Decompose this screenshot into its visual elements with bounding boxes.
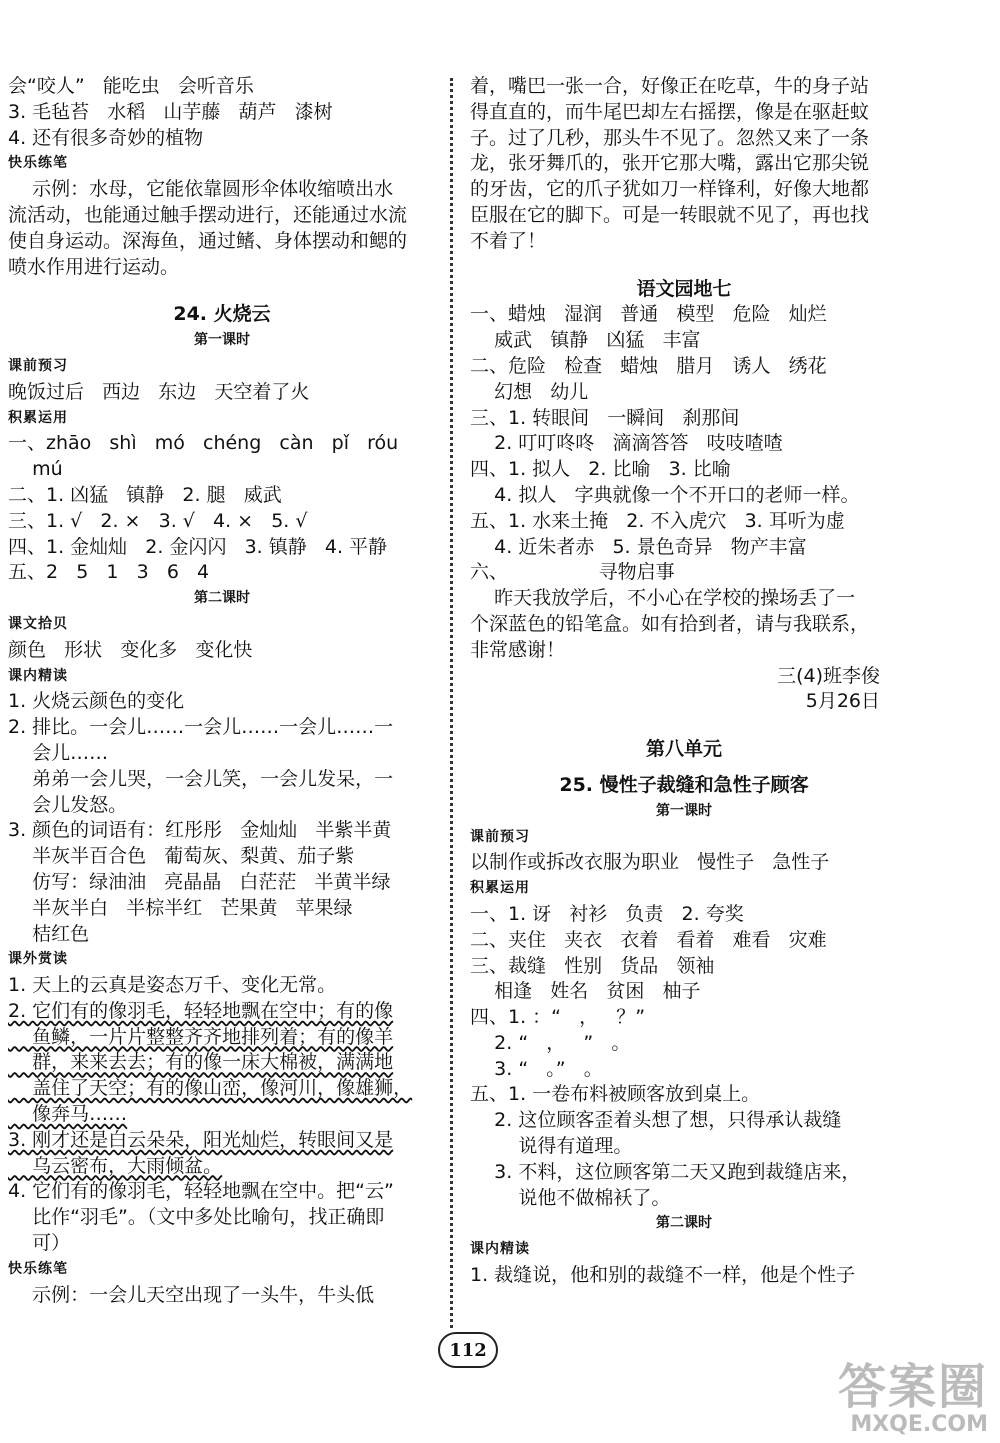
text-line: 可）	[8, 1232, 71, 1255]
column-divider	[450, 78, 453, 1328]
text-line: 2. 排比。一会儿……一会儿……一会儿……一	[8, 716, 394, 739]
text-line: 3. 不料，这位顾客第二天又跑到裁缝店来，	[470, 1160, 861, 1183]
text-line: 着，嘴巴一张一合，好像正在吃草，牛的身子站	[470, 75, 870, 97]
extracurricular-answers	[8, 973, 436, 1257]
text-line: 六、 寻物启事	[470, 561, 675, 584]
watermark-url-text: MXQE.COM	[850, 1412, 988, 1437]
text-line: 的牙齿，它的爪子犹如刀一样锋利，好像大地都	[470, 178, 870, 201]
section-label: 课前预习	[8, 357, 68, 374]
section-label: 课内精读	[470, 1241, 530, 1258]
underlined-line: 2. 它们有的像羽毛，轻轻地飘在空中；有的像	[8, 999, 394, 1022]
text-line: 4. 近朱者赤 5. 景色奇异 物产丰富	[470, 535, 807, 558]
text-line: 喷水作用进行运动。	[8, 255, 180, 278]
page-number-badge	[438, 1332, 498, 1368]
left-column	[8, 74, 436, 1308]
page-number: 112	[449, 1339, 487, 1361]
text-line: 4. 拟人 字典就像一个不开口的老师一样。	[470, 483, 860, 506]
happy-writing-1	[8, 177, 436, 280]
section-label: 快乐练笔	[8, 1260, 68, 1277]
text-line: 晚饭过后 西边 东边 天空着了火	[8, 380, 310, 403]
garden-title: 语文园地七	[636, 277, 732, 300]
text-line: 五、1. 水来土掩 2. 不入虎穴 3. 耳听为虚	[470, 509, 845, 532]
text-line: 得直直的，而牛尾巴却左右摇摆，像是在驱赶蚊	[470, 100, 870, 123]
underlined-line: 3. 刚才还是白云朵朵，阳光灿烂，转眼间又是	[8, 1128, 394, 1151]
text-line: 子。过了几秒，那头牛不见了。忽然又来了一条	[470, 126, 870, 149]
text-line: 四、1. ：“ ， ？”	[470, 1006, 646, 1029]
text-line: 流活动，也能通过触手摆动进行，还能通过水流	[8, 203, 408, 226]
section-label: 课外赏读	[8, 951, 68, 968]
section-label: 课文拾贝	[8, 615, 68, 632]
section-label: 快乐练笔	[8, 155, 68, 172]
text-line: 4. 它们有的像羽毛，轻轻地飘在空中。把“云”	[8, 1180, 394, 1203]
text-line: 三、1. 转眼间 一瞬间 刹那间	[470, 406, 740, 429]
text-line: 会儿……	[8, 741, 109, 764]
text-line: 以制作或拆改衣服为职业 慢性子 急性子	[470, 851, 830, 874]
text-line: 3. 颜色的词语有：红彤彤 金灿灿 半紫半黄	[8, 819, 392, 842]
watermark	[838, 1361, 988, 1437]
text-line: 不着了！	[470, 229, 547, 252]
text-line: 1. 火烧云颜色的变化	[8, 690, 185, 713]
text-line: 1. 裁缝说，他和别的裁缝不一样，他是个性子	[470, 1264, 856, 1287]
notice-signature: 三(4)班李俊	[777, 664, 880, 687]
text-line: 四、1. 金灿灿 2. 金闪闪 3. 镇静 4. 平静	[8, 535, 388, 558]
garden-answers	[470, 302, 898, 663]
text-line: 五、2 5 1 3 6 4	[8, 561, 210, 584]
text-line: 一、zhāo shì mó chéng càn pǐ róu	[8, 432, 399, 455]
right-column	[470, 74, 898, 1289]
text-line: 颜色 形状 变化多 变化快	[8, 638, 253, 661]
text-line: 比作“羽毛”。（文中多处比喻句，找正确即	[8, 1206, 385, 1229]
underlined-line: 盖住了天空；有的像山峦，像河川，像雄狮，	[8, 1077, 413, 1100]
notice-date: 5月26日	[805, 690, 880, 713]
text-line: 3. “ 。” 。	[470, 1057, 603, 1080]
text-line: 二、夹住 夹衣 衣着 看着 难看 灾难	[470, 928, 827, 951]
text-line: 弟弟一会儿哭，一会儿笑，一会儿发呆，一	[8, 767, 394, 790]
text-line: mú	[8, 458, 63, 481]
text-line: 非常感谢！	[470, 638, 566, 661]
text-line: 幻想 幼儿	[470, 380, 589, 403]
text-line: 臣服在它的脚下。可是一转眼就不见了，再也找	[470, 203, 870, 226]
text-line: 三、裁缝 性别 货品 领袖	[470, 954, 715, 977]
class-period-title: 第二课时	[194, 590, 250, 607]
text-line: 威武 镇静 凶猛 丰富	[470, 329, 701, 352]
text-line: 示例：一会儿天空出现了一头牛，牛头低	[8, 1283, 375, 1306]
text-line: 使自身运动。深海鱼，通过鳍、身体摆动和鳃的	[8, 229, 408, 252]
text-line: 2. 这位顾客歪着头想了想，只得承认裁缝	[470, 1109, 842, 1132]
underlined-line: 群，来来去去；有的像一床大棉被，满满地	[8, 1051, 394, 1074]
text-line: 相逢 姓名 贫困 柚子	[470, 980, 701, 1003]
lesson-title: 25. 慢性子裁缝和急性子顾客	[559, 773, 809, 796]
underlined-line: 乌云密布，大雨倾盆。	[8, 1154, 223, 1177]
text-line: 1. 天上的云真是姿态万千、变化无常。	[8, 974, 337, 997]
text-line: 一、蜡烛 湿润 普通 模型 危险 灿烂	[470, 303, 827, 326]
section-label: 积累运用	[470, 880, 530, 897]
section-label: 课内精读	[8, 667, 68, 684]
text-line: 三、1. √ 2. × 3. √ 4. × 5. √	[8, 509, 308, 532]
text-line: 会儿发怒。	[8, 793, 128, 816]
text-line: 说得有道理。	[470, 1135, 633, 1158]
text-line: 二、危险 检查 蜡烛 腊月 诱人 绣花	[470, 354, 827, 377]
text-line: 示例：水母，它能依靠圆形伞体收缩喷出水	[8, 178, 394, 201]
text-line: 4. 还有很多奇妙的植物	[8, 126, 204, 149]
class-period-title: 第一课时	[194, 332, 250, 349]
text-line: 仿写：绿油油 亮晶晶 白茫茫 半黄半绿	[8, 870, 391, 893]
lesson-title: 24. 火烧云	[173, 303, 271, 326]
text-line: 说他不做棉袄了。	[470, 1186, 671, 1209]
unit-title: 第八单元	[645, 738, 722, 761]
text-line: 四、1. 拟人 2. 比喻 3. 比喻	[470, 458, 731, 481]
class-period-title: 第一课时	[656, 802, 712, 819]
section-label: 积累运用	[8, 409, 68, 426]
text-line: 昨天我放学后，不小心在学校的操场丢了一	[470, 587, 856, 610]
accumulation-answers	[8, 431, 436, 586]
text-line: 3. 毛毡苔 水稻 山芋藤 葫芦 漆树	[8, 100, 333, 123]
text-line: 五、1. 一卷布料被顾客放到桌上。	[470, 1083, 761, 1106]
left-top-list	[8, 74, 436, 151]
section-label: 课前预习	[470, 828, 530, 845]
text-line: 会“咬人” 能吃虫 会听音乐	[8, 75, 254, 97]
story-continuation	[470, 74, 898, 255]
underlined-line: 鱼鳞，一片片整整齐齐地排列着；有的像羊	[8, 1025, 394, 1048]
text-line: 桔红色	[8, 922, 90, 945]
text-line: 一、1. 讶 衬衫 负责 2. 夸奖	[470, 902, 744, 925]
underlined-line: 像奔马……	[8, 1103, 128, 1126]
text-line: 二、1. 凶猛 镇静 2. 腿 威武	[8, 483, 282, 506]
text-line: 2. 叮叮咚咚 滴滴答答 吱吱喳喳	[470, 432, 783, 455]
text-line: 半灰半白 半棕半红 芒果黄 苹果绿	[8, 896, 353, 919]
accumulation-answers	[470, 902, 898, 1212]
text-line: 龙，张牙舞爪的，张开它那大嘴，露出它那尖锐	[470, 152, 870, 175]
text-line: 2. “ ， ” 。	[470, 1031, 631, 1054]
class-period-title: 第二课时	[656, 1215, 712, 1232]
watermark-logo-text: 答案圈	[837, 1359, 988, 1415]
intensive-reading-answers	[8, 689, 436, 947]
text-line: 半灰半百合色 葡萄灰、梨黄、茄子紫	[8, 845, 355, 868]
text-line: 个深蓝色的铅笔盒。如有拾到者，请与我联系，	[470, 612, 870, 635]
